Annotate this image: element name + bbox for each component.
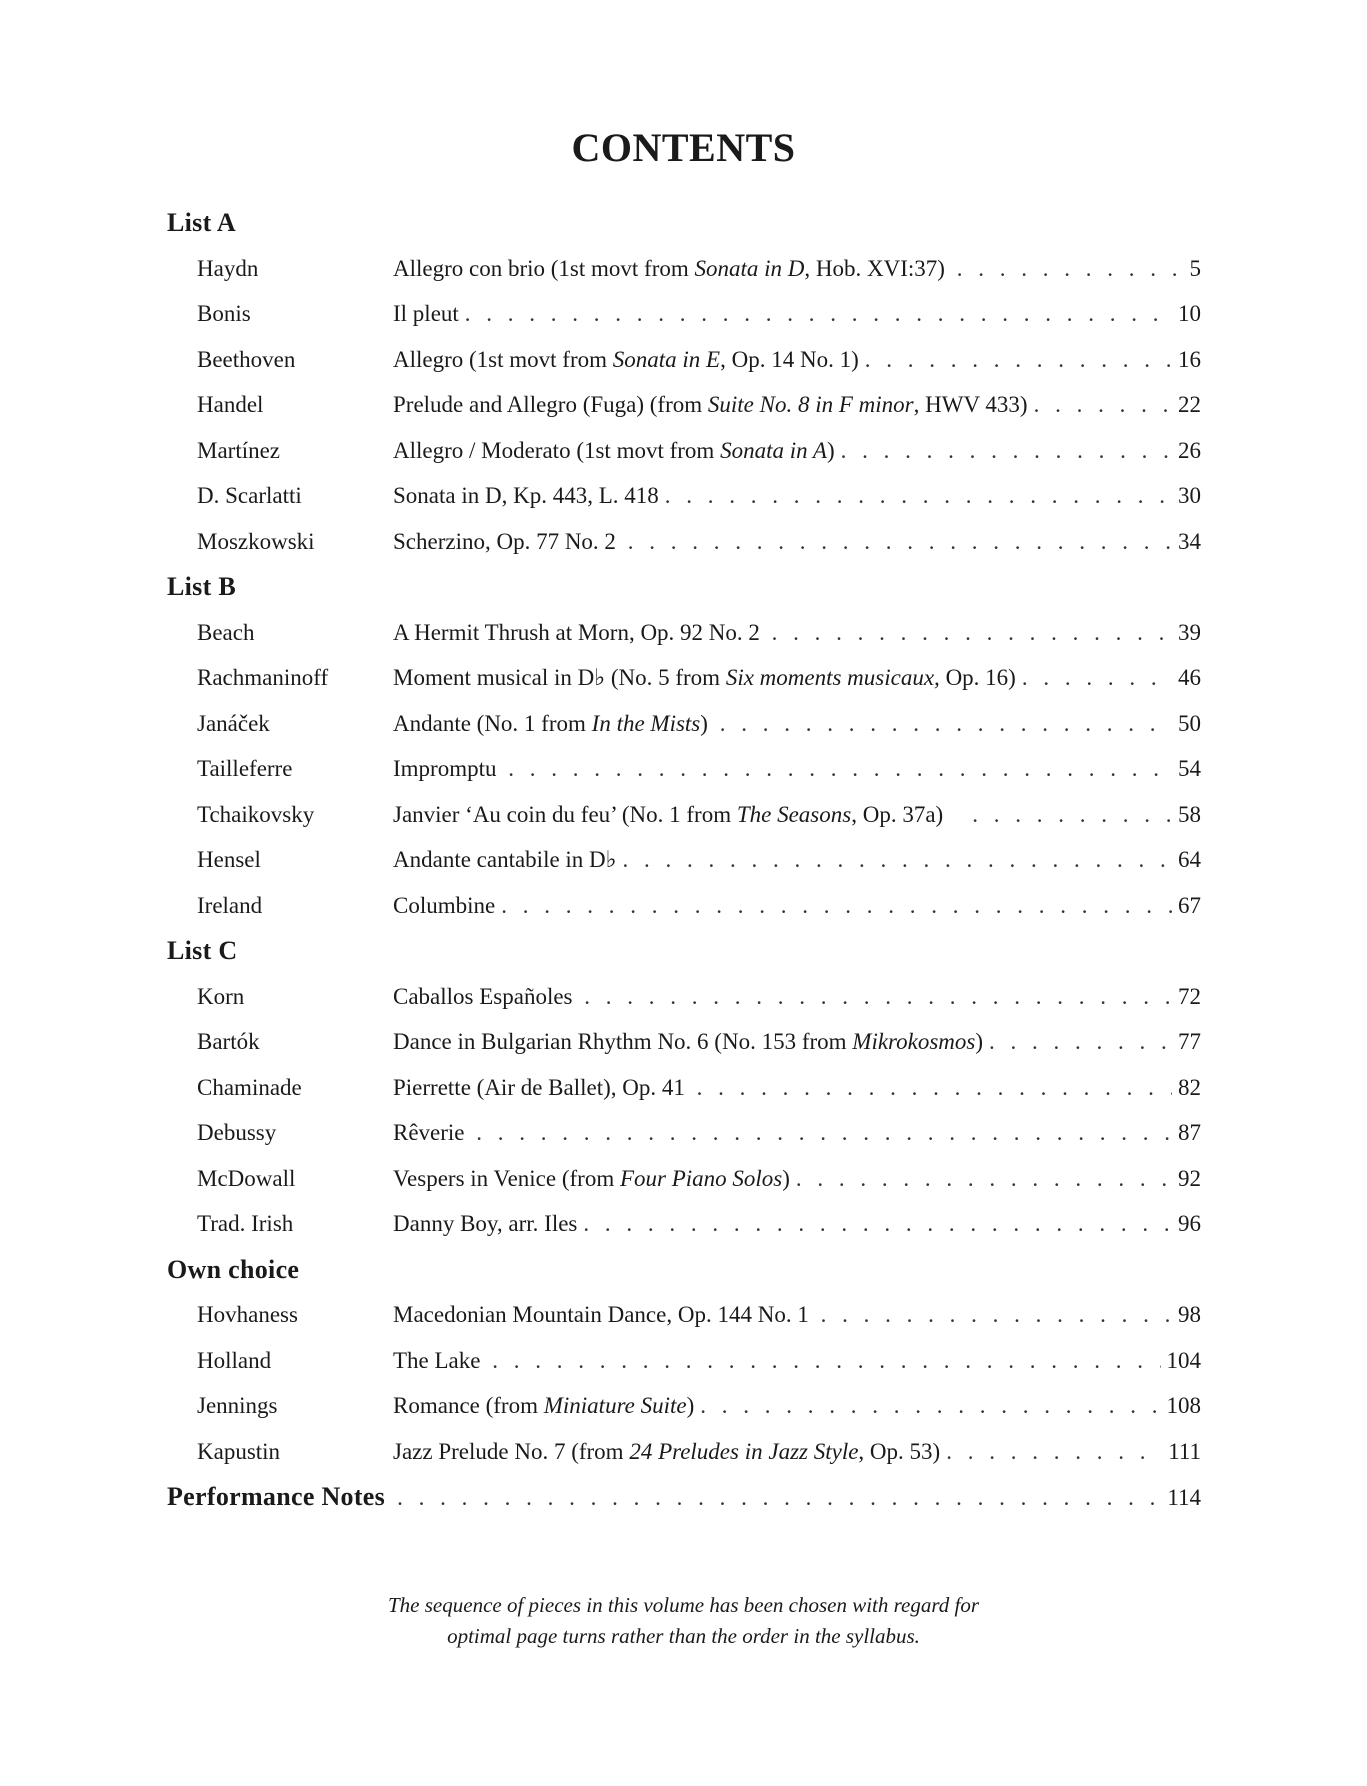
toc-entry: [167, 655, 1201, 701]
piece-title: [393, 1383, 694, 1429]
piece-title-part: Moment musical in D♭ (No. 5 from: [393, 665, 726, 690]
dot-leader: [623, 837, 1172, 883]
toc-entry: [167, 1110, 1201, 1156]
piece-title-italic-part: 24 Preludes in Jazz Style: [629, 1438, 859, 1464]
piece-title-part: ): [700, 710, 714, 736]
piece-title-italic-part: Sonata in D: [694, 255, 805, 281]
piece-title: [393, 1019, 983, 1065]
dot-leader: [772, 610, 1172, 656]
toc-entry: [167, 519, 1201, 565]
dot-leader: [700, 1383, 1160, 1429]
composer-name: Holland: [197, 1347, 272, 1373]
page-number: 64: [1178, 847, 1201, 872]
page-title: CONTENTS: [571, 125, 796, 170]
composer-name: Chaminade: [197, 1074, 302, 1100]
piece-title-part: Scherzino, Op. 77 No. 2: [393, 528, 622, 554]
piece-title: [393, 655, 1016, 701]
composer-name: Rachmaninoff: [197, 665, 329, 690]
composer-name: Handel: [197, 392, 264, 417]
toc-entry: [167, 473, 1201, 519]
page-number: 87: [1178, 1120, 1201, 1145]
section-heading: List B: [167, 572, 236, 601]
piece-title-italic-part: The Seasons: [736, 801, 852, 827]
piece-title-part: Prelude and Allegro (Fuga) (from: [393, 392, 708, 417]
piece-title-italic-part: Four Piano Solos: [619, 1165, 783, 1191]
toc-entry: [167, 883, 1201, 929]
page-number: 10: [1178, 301, 1201, 326]
toc-entry: [167, 1292, 1201, 1338]
composer-name: Ireland: [197, 892, 263, 918]
dot-leader: [972, 792, 1172, 838]
piece-title: [393, 974, 578, 1020]
piece-title: [393, 473, 659, 519]
composer-name: Haydn: [197, 255, 259, 281]
piece-title-part: Impromptu: [393, 756, 503, 781]
footnote-line: optimal page turns rather than the order in the syllabus.: [447, 1624, 920, 1648]
composer-name: Janáček: [197, 710, 270, 736]
section-heading: List C: [167, 936, 238, 965]
piece-title-part: ): [826, 437, 835, 463]
piece-title-part: , Op. 37a): [851, 801, 967, 827]
composer-name: Kapustin: [197, 1438, 281, 1464]
page-number: 16: [1178, 346, 1201, 372]
piece-title-part: ): [782, 1165, 790, 1191]
piece-title: [393, 1338, 486, 1384]
piece-title-italic-part: Miniature Suite: [543, 1393, 687, 1418]
dot-leader: [865, 337, 1172, 383]
toc-entry: [167, 792, 1201, 838]
toc-entry: [167, 1156, 1201, 1202]
composer-name: Tchaikovsky: [197, 801, 315, 827]
dot-leader: [508, 746, 1172, 792]
composer-name: Moszkowski: [197, 528, 315, 554]
piece-title-part: Rêverie: [393, 1120, 471, 1145]
dot-leader: [1022, 655, 1172, 701]
toc-sections: [167, 200, 1201, 1474]
piece-title: [393, 246, 951, 292]
piece-title-part: , Op. 53): [858, 1438, 941, 1464]
page-number: 72: [1178, 983, 1201, 1009]
piece-title: [393, 382, 1028, 428]
piece-title-part: Sonata in D, Kp. 443, L. 418: [393, 483, 659, 508]
page-number: 58: [1178, 801, 1201, 827]
page-number: 54: [1178, 756, 1201, 781]
page-number: 96: [1178, 1211, 1201, 1236]
page-number: 108: [1166, 1393, 1201, 1418]
page-number: 30: [1178, 483, 1201, 508]
piece-title-part: Jazz Prelude No. 7 (from: [393, 1438, 630, 1464]
page-number: 111: [1168, 1438, 1201, 1464]
dot-leader: [628, 519, 1172, 565]
page-number: 92: [1178, 1165, 1201, 1191]
piece-title-italic-part: Mikrokosmos: [852, 1029, 976, 1054]
page-number: 82: [1178, 1074, 1201, 1100]
piece-title: [393, 883, 495, 929]
piece-title-italic-part: Sonata in A: [720, 437, 827, 463]
piece-title-part: ): [686, 1393, 695, 1418]
toc-entry: [167, 837, 1201, 883]
toc-entry: [167, 246, 1201, 292]
toc-entry: [167, 701, 1201, 747]
piece-title: [393, 610, 766, 656]
composer-name: Martínez: [197, 437, 281, 463]
dot-leader: [796, 1156, 1172, 1202]
piece-title: [393, 428, 835, 474]
section-heading: Own choice: [167, 1254, 300, 1284]
piece-title-part: Caballos Españoles: [393, 983, 579, 1009]
page-number: 34: [1178, 528, 1201, 554]
piece-title-italic-part: In the Mists: [591, 710, 701, 736]
piece-title-part: , HWV 433): [913, 392, 1028, 417]
toc-entry: [167, 746, 1201, 792]
toc-entry: [167, 974, 1201, 1020]
toc-entry: [167, 1338, 1201, 1384]
piece-title: [393, 519, 622, 565]
piece-title-part: Danny Boy, arr. Iles: [393, 1211, 578, 1236]
dot-leader: [465, 291, 1172, 337]
piece-title: [393, 746, 502, 792]
composer-name: Jennings: [197, 1393, 278, 1418]
piece-title-part: Andante (No. 1 from: [393, 710, 592, 736]
page-number: 39: [1178, 619, 1201, 645]
toc-entry: [167, 1201, 1201, 1247]
composer-name: Korn: [197, 983, 245, 1009]
dot-leader: [989, 1019, 1172, 1065]
performance-notes-page: 114: [1167, 1485, 1201, 1510]
toc-entry: [167, 382, 1201, 428]
toc-entry: [167, 1383, 1201, 1429]
piece-title-part: A Hermit Thrush at Morn, Op. 92 No. 2: [393, 619, 766, 645]
page-number: 46: [1178, 665, 1201, 690]
composer-name: Beach: [197, 619, 255, 645]
piece-title-italic-part: Suite No. 8 in F minor: [707, 392, 914, 417]
piece-title: [393, 1201, 577, 1247]
piece-title-italic-part: Six moments musicaux,: [725, 665, 940, 690]
page-number: 26: [1178, 437, 1201, 463]
piece-title-part: Romance (from: [393, 1393, 544, 1418]
dot-leader: [946, 1429, 1162, 1475]
piece-title: [393, 792, 966, 838]
page-number: 98: [1178, 1302, 1201, 1327]
piece-title-part: Macedonian Mountain Dance, Op. 144 No. 1: [393, 1302, 815, 1327]
dot-leader: [397, 1475, 1161, 1521]
composer-name: Tailleferre: [197, 756, 293, 781]
section-heading: List A: [167, 208, 236, 237]
dot-leader: [841, 428, 1172, 474]
toc-entry: [167, 337, 1201, 383]
footnote: [0, 1590, 1367, 1652]
piece-title: [393, 291, 459, 337]
performance-notes-label: Performance Notes: [167, 1482, 386, 1511]
dot-leader: [1034, 382, 1172, 428]
piece-title-part: Pierrette (Air de Ballet), Op. 41: [393, 1074, 691, 1100]
piece-title: [393, 837, 617, 883]
dot-leader: [501, 883, 1172, 929]
composer-name: Bonis: [197, 301, 251, 326]
piece-title-part: Op. 16): [939, 665, 1016, 690]
toc-entry: [167, 1429, 1201, 1475]
table-of-contents: [167, 200, 1201, 1520]
toc-entry: [167, 428, 1201, 474]
piece-title-part: , Hob. XVI:37): [804, 255, 951, 281]
piece-title-part: Allegro / Moderato (1st movt from: [393, 437, 721, 463]
dot-leader: [492, 1338, 1160, 1384]
piece-title: [393, 337, 859, 383]
footnote-line: The sequence of pieces in this volume has been chosen with regard for: [388, 1593, 979, 1617]
dot-leader: [665, 473, 1172, 519]
page-number: 50: [1178, 710, 1201, 736]
piece-title-part: Janvier ‘Au coin du feu’ (No. 1 from: [393, 801, 737, 827]
page-number: 67: [1178, 892, 1201, 918]
piece-title: [393, 1429, 940, 1475]
page-number: 22: [1178, 392, 1201, 417]
dot-leader: [476, 1110, 1172, 1156]
toc-entry: [167, 1019, 1201, 1065]
composer-name: Debussy: [197, 1120, 277, 1145]
piece-title-part: , Op. 14 No. 1): [720, 346, 859, 372]
piece-title-part: Dance in Bulgarian Rhythm No. 6 (No. 153 from: [393, 1029, 853, 1054]
toc-entry: [167, 1065, 1201, 1111]
piece-title: [393, 701, 714, 747]
composer-name: Hovhaness: [197, 1302, 298, 1327]
toc-entry: [167, 291, 1201, 337]
piece-title: [393, 1065, 691, 1111]
piece-title: [393, 1110, 470, 1156]
page-number: 77: [1178, 1029, 1201, 1054]
dot-leader: [584, 974, 1172, 1020]
composer-name: Beethoven: [197, 346, 296, 372]
piece-title-part: Il pleut: [393, 301, 459, 326]
piece-title-part: Allegro (1st movt from: [393, 346, 613, 372]
piece-title-italic-part: Sonata in E: [612, 346, 721, 372]
dot-leader: [583, 1201, 1172, 1247]
piece-title: [393, 1292, 815, 1338]
composer-name: D. Scarlatti: [197, 483, 302, 508]
piece-title-part: Andante cantabile in D♭: [393, 847, 617, 872]
performance-notes-row: [167, 1474, 1201, 1520]
composer-name: Trad. Irish: [197, 1211, 294, 1236]
composer-name: Bartók: [197, 1029, 260, 1054]
piece-title-part: ): [975, 1029, 984, 1054]
composer-name: Hensel: [197, 847, 261, 872]
dot-leader: [821, 1292, 1172, 1338]
piece-title-part: Vespers in Venice (from: [393, 1165, 620, 1191]
piece-title-part: Allegro con brio (1st movt from: [393, 255, 695, 281]
composer-name: McDowall: [197, 1165, 296, 1191]
page-number: 5: [1189, 255, 1201, 281]
page-number: 104: [1166, 1347, 1201, 1373]
dot-leader: [957, 246, 1184, 292]
piece-title-part: The Lake: [393, 1347, 487, 1373]
dot-leader: [720, 701, 1172, 747]
dot-leader: [697, 1065, 1172, 1111]
piece-title: [393, 1156, 790, 1202]
toc-entry: [167, 610, 1201, 656]
piece-title-part: Columbine: [393, 892, 496, 918]
